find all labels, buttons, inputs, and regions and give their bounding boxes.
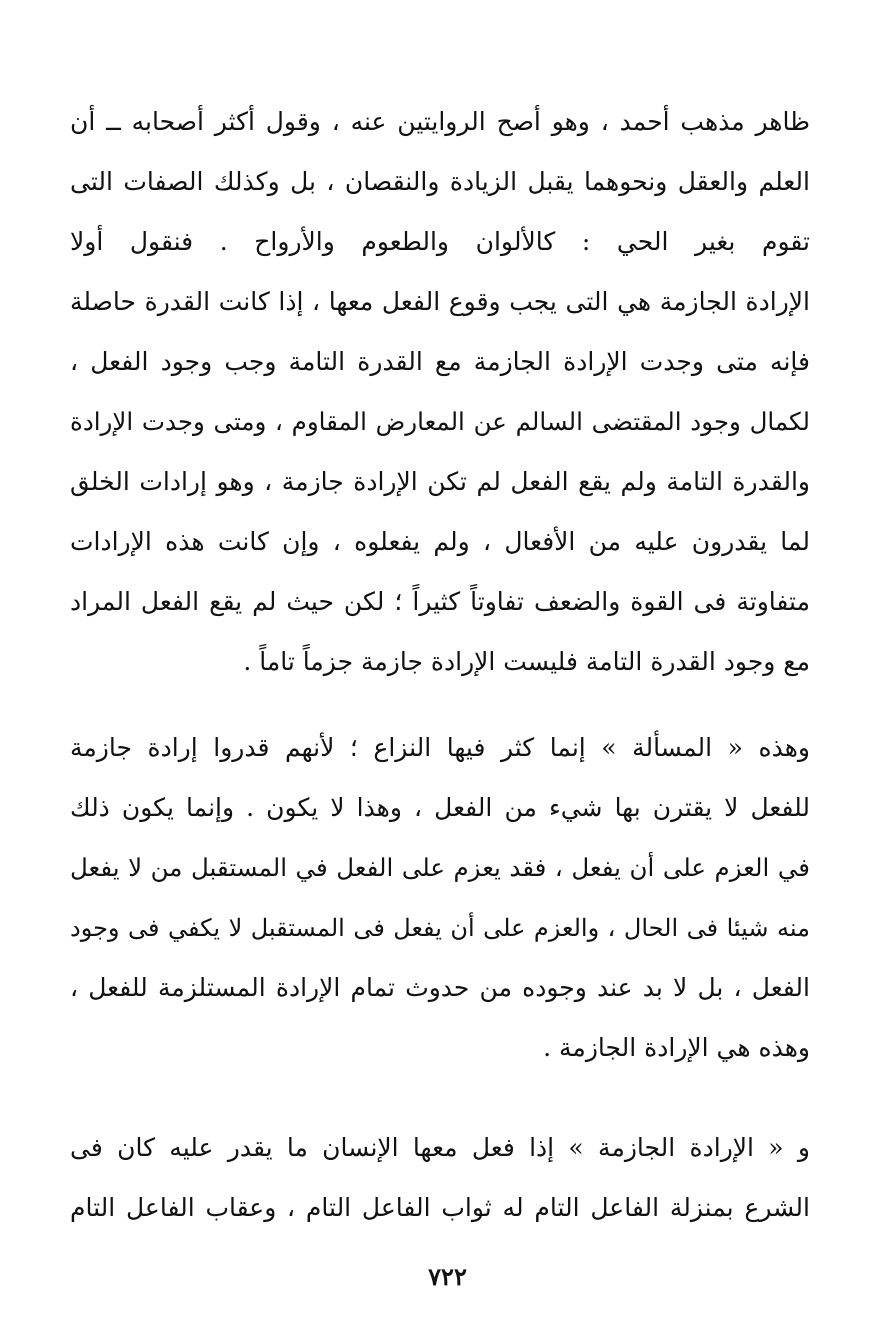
text-line: مع وجود القدرة التامة فليست الإرادة جازمة جزماً تاماً . [243,647,810,676]
text-line: وهذه هي الإرادة الجازمة . [543,1033,810,1062]
text-line: العلم والعقل ونحوهما يقبل الزيادة والنقصان ، بل وكذلك الصفات التى [70,167,810,196]
paragraph-2 [70,718,810,1078]
text-line: ظاهر مذهب أحمد ، وهو أصح الروايتين عنه ، وقول أكثر أصحابه ــ أن [70,107,810,136]
paragraph-3 [70,1118,810,1238]
text-line: وهذه « المسألة » إنما كثر فيها النزاع ؛ لأنهم قدروا إرادة جازمة [70,733,810,762]
paragraph-1 [70,92,810,692]
text-line: منه شيئا فى الحال ، والعزم على أن يفعل فى المستقبل لا يكفي فى وجود [70,914,810,942]
page-number: ٧٢٢ [428,1262,467,1291]
text-line: فإنه متى وجدت الإرادة الجازمة مع القدرة التامة وجب وجود الفعل ، [70,347,810,376]
text-line: تقوم بغير الحي : كالألوان والطعوم والأرواح . فنقول أولا [70,227,810,256]
text-line: والقدرة التامة ولم يقع الفعل لم تكن الإرادة جازمة ، وهو إرادات الخلق [70,467,810,496]
text-line: في العزم على أن يفعل ، فقد يعزم على الفعل في المستقبل من لا يفعل [70,853,810,882]
text-line: لكمال وجود المقتضى السالم عن المعارض المقاوم ، ومتى وجدت الإرادة [70,407,810,436]
text-line: متفاوتة فى القوة والضعف تفاوتاً كثيراً ؛ لكن حيث لم يقع الفعل المراد [70,587,810,616]
text-line: الفعل ، بل لا بد عند وجوده من حدوث تمام الإرادة المستلزمة للفعل ، [70,973,810,1002]
text-line: و « الإرادة الجازمة » إذا فعل معها الإنسان ما يقدر عليه كان فى [70,1133,810,1162]
text-line: الشرع بمنزلة الفاعل التام له ثواب الفاعل التام ، وعقاب الفاعل التام [70,1193,810,1222]
text-line: للفعل لا يقترن بها شيء من الفعل ، وهذا لا يكون . وإنما يكون ذلك [70,793,810,822]
text-line: لما يقدرون عليه من الأفعال ، ولم يفعلوه ، وإن كانت هذه الإرادات [70,527,810,556]
text-line: الإرادة الجازمة هي التى يجب وقوع الفعل معها ، إذا كانت القدرة حاصلة [70,287,810,316]
